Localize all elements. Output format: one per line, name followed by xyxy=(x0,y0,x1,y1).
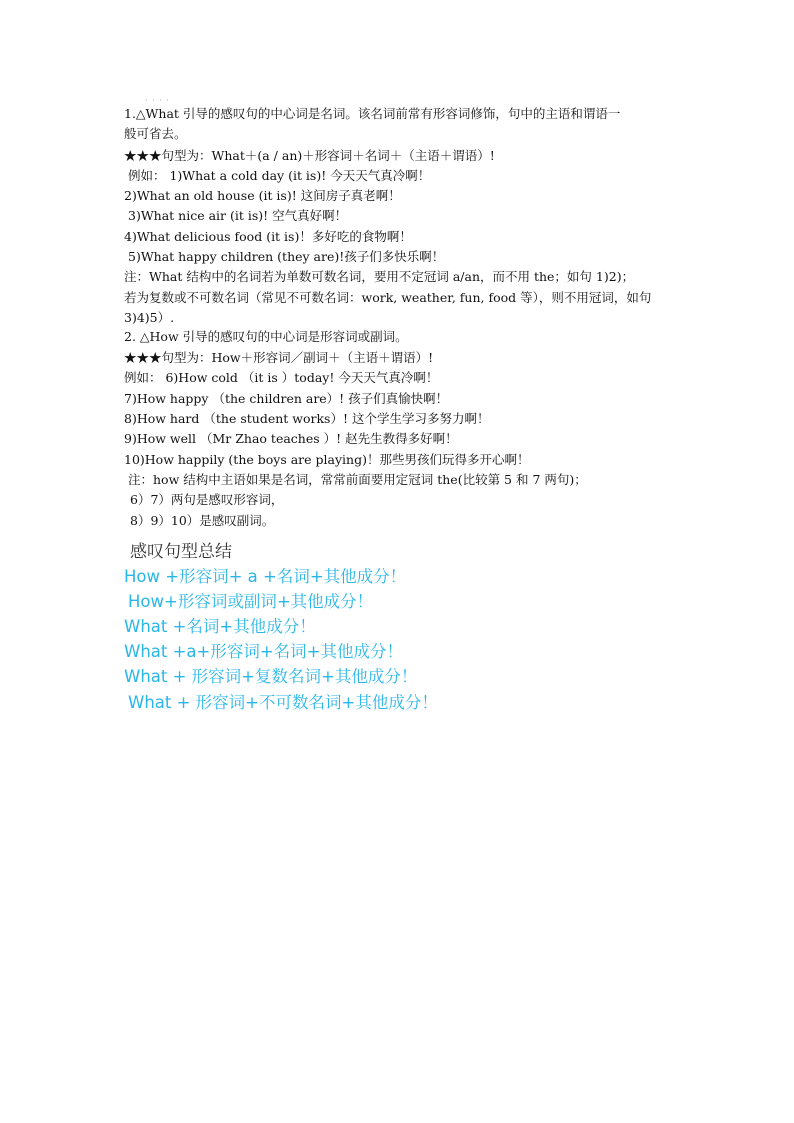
section1-pattern: ★★★句型为：What＋(a / an)＋形容词＋名词＋（主语＋谓语）! xyxy=(124,148,495,163)
example-4: 4)What delicious food (it is)！多好吃的食物啊！ xyxy=(124,229,412,244)
section2-note-line2: 6）7）两句是感叹形容词， xyxy=(130,492,284,507)
header-dots: · · · · xyxy=(145,96,170,105)
example-5: 5)What happy children (they are)!孩子们多快乐啊！ xyxy=(128,249,445,264)
summary-item: How+形容词或副词+其他成分！ xyxy=(128,592,374,611)
summary-item: What + 形容词+不可数名词+其他成分！ xyxy=(128,693,438,712)
section1-heading-line1: 1.△What 引导的感叹句的中心词是名词。该名词前常有形容词修饰，句中的主语和谓语一 xyxy=(124,106,621,121)
section1-note-line1: 注：What 结构中的名词若为单数可数名词，要用不定冠词 a/an，而不用 the；如句 1)2)； xyxy=(124,269,635,284)
section2-note-line3: 8）9）10）是感叹副词。 xyxy=(130,513,275,528)
summary-item: What +名词+其他成分！ xyxy=(124,617,316,636)
section1-note-line2: 若为复数或不可数名词（常见不可数名词：work, weather, fun, food 等），则不用冠词，如句 xyxy=(124,290,652,305)
example-6: 例如： 6)How cold （it is ）today! 今天天气真冷啊！ xyxy=(124,370,439,385)
example-2: 2)What an old house (it is)! 这间房子真老啊！ xyxy=(124,188,401,203)
example-10: 10)How happily (the boys are playing)！那些男孩们玩得多开心啊！ xyxy=(124,452,530,467)
section2-note-line1: 注：how 结构中主语如果是名词，常常前面要用定冠词 the(比较第 5 和 7 两句)； xyxy=(128,472,587,487)
summary-title: 感叹句型总结 xyxy=(130,542,232,562)
example-8: 8)How hard （the student works）! 这个学生学习多努力啊！ xyxy=(124,411,490,426)
example-7: 7)How happy （the children are）! 孩子们真愉快啊！ xyxy=(124,391,449,406)
section2-pattern: ★★★句型为：How＋形容词／副词＋（主语＋谓语）! xyxy=(124,350,434,365)
summary-item: What + 形容词+复数名词+其他成分！ xyxy=(124,667,418,686)
section2-heading: 2. △How 引导的感叹句的中心词是形容词或副词。 xyxy=(124,329,408,344)
example-9: 9)How well （Mr Zhao teaches ）! 赵先生教得多好啊！ xyxy=(124,431,458,446)
example-3: 3)What nice air (it is)! 空气真好啊！ xyxy=(128,208,348,223)
section1-heading-line2: 般可省去。 xyxy=(124,126,187,141)
example-1: 例如： 1)What a cold day (it is)! 今天天气真冷啊！ xyxy=(128,168,431,183)
section1-note-line3: 3)4)5）. xyxy=(124,310,175,325)
summary-item: What +a+形容词+名词+其他成分！ xyxy=(124,642,404,661)
summary-item: How +形容词+ a +名词+其他成分！ xyxy=(124,567,407,586)
